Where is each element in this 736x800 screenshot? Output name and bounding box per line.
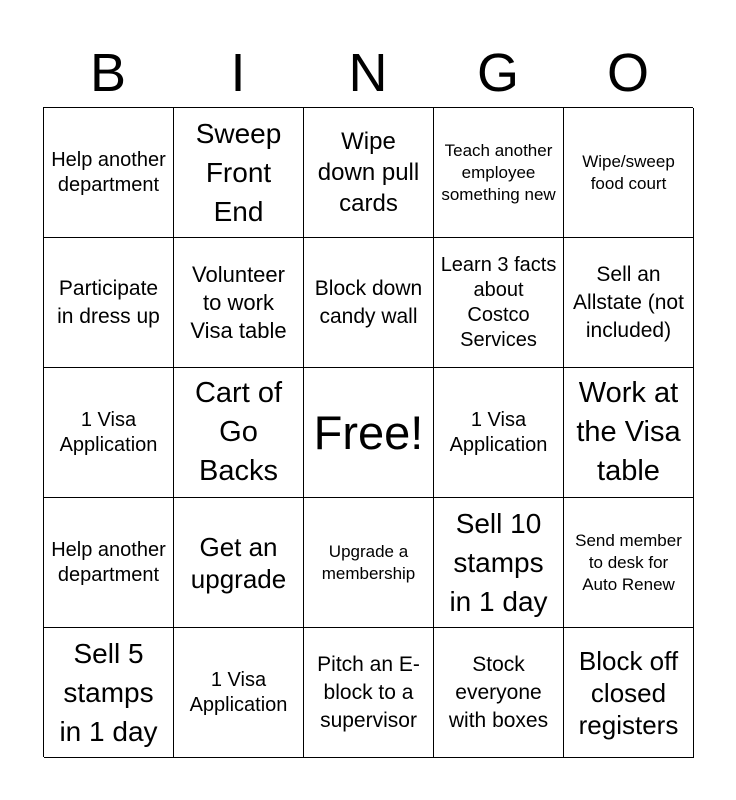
cell-label: Pitch an E-block to a supervisor <box>317 652 420 732</box>
bingo-cell-r4c4[interactable] <box>434 498 564 628</box>
bingo-cell-r1c1[interactable] <box>44 108 174 238</box>
cell-label: Sell an Allstate (not included) <box>573 262 684 342</box>
cell-label: Block down candy wall <box>314 276 423 328</box>
bingo-cell-r4c1[interactable] <box>44 498 174 628</box>
header-letter-n: N <box>348 43 388 103</box>
cell-label: Block off closed registers <box>578 645 679 740</box>
bingo-cell-r5c3[interactable] <box>304 628 434 758</box>
cell-label: Send member to desk for Auto Renew <box>575 530 682 594</box>
header-letter-g: G <box>476 43 519 103</box>
bingo-cell-r2c2[interactable] <box>174 238 304 368</box>
cell-label: Get an upgrade <box>190 531 287 594</box>
bingo-cell-r4c5[interactable] <box>564 498 694 628</box>
cell-label: Sell 5 stamps in 1 day <box>59 638 158 747</box>
bingo-cell-r5c2[interactable] <box>174 628 304 758</box>
bingo-header <box>43 40 693 106</box>
cell-label: Upgrade a membership <box>321 541 416 583</box>
bingo-cell-r3c1[interactable] <box>44 368 174 498</box>
cell-label: Cart of Go Backs <box>194 377 283 487</box>
cell-label: Wipe down pull cards <box>317 128 420 217</box>
cell-label: Learn 3 facts about Costco Services <box>440 253 557 351</box>
bingo-cell-r5c1[interactable] <box>44 628 174 758</box>
cell-label: Participate in dress up <box>57 276 160 328</box>
bingo-cell-r2c1[interactable] <box>44 238 174 368</box>
cell-label: Sell 10 stamps in 1 day <box>449 508 548 617</box>
cell-label: Stock everyone with boxes <box>448 652 549 732</box>
bingo-cell-r1c3[interactable] <box>304 108 434 238</box>
cell-label: Work at the Visa table <box>576 377 681 487</box>
bingo-cell-r2c5[interactable] <box>564 238 694 368</box>
bingo-cell-r1c4[interactable] <box>434 108 564 238</box>
bingo-cell-r4c2[interactable] <box>174 498 304 628</box>
cell-label: Wipe/sweep food court <box>582 151 675 193</box>
bingo-cell-r3c4[interactable] <box>434 368 564 498</box>
cell-label: Help another department <box>51 538 166 586</box>
bingo-cell-r4c3[interactable] <box>304 498 434 628</box>
cell-label: Help another department <box>51 148 166 196</box>
cell-label: Volunteer to work Visa table <box>190 261 287 343</box>
cell-label: 1 Visa Application <box>59 408 158 456</box>
bingo-cell-r5c4[interactable] <box>434 628 564 758</box>
header-letter-b: B <box>89 43 127 103</box>
header-letter-i: I <box>230 43 246 103</box>
free-space-label: Free! <box>313 405 424 459</box>
bingo-cell-r1c5[interactable] <box>564 108 694 238</box>
bingo-cell-r3c3-free[interactable] <box>304 368 434 498</box>
bingo-board <box>43 107 693 757</box>
cell-label: 1 Visa Application <box>189 668 288 716</box>
cell-label: Sweep Front End <box>195 118 282 227</box>
bingo-cell-r5c5[interactable] <box>564 628 694 758</box>
bingo-cell-r1c2[interactable] <box>174 108 304 238</box>
bingo-cell-r2c3[interactable] <box>304 238 434 368</box>
cell-label: 1 Visa Application <box>449 408 548 456</box>
header-letter-o: O <box>606 43 649 103</box>
bingo-cell-r3c5[interactable] <box>564 368 694 498</box>
cell-label: Teach another employee something new <box>441 140 556 204</box>
bingo-cell-r2c4[interactable] <box>434 238 564 368</box>
bingo-cell-r3c2[interactable] <box>174 368 304 498</box>
